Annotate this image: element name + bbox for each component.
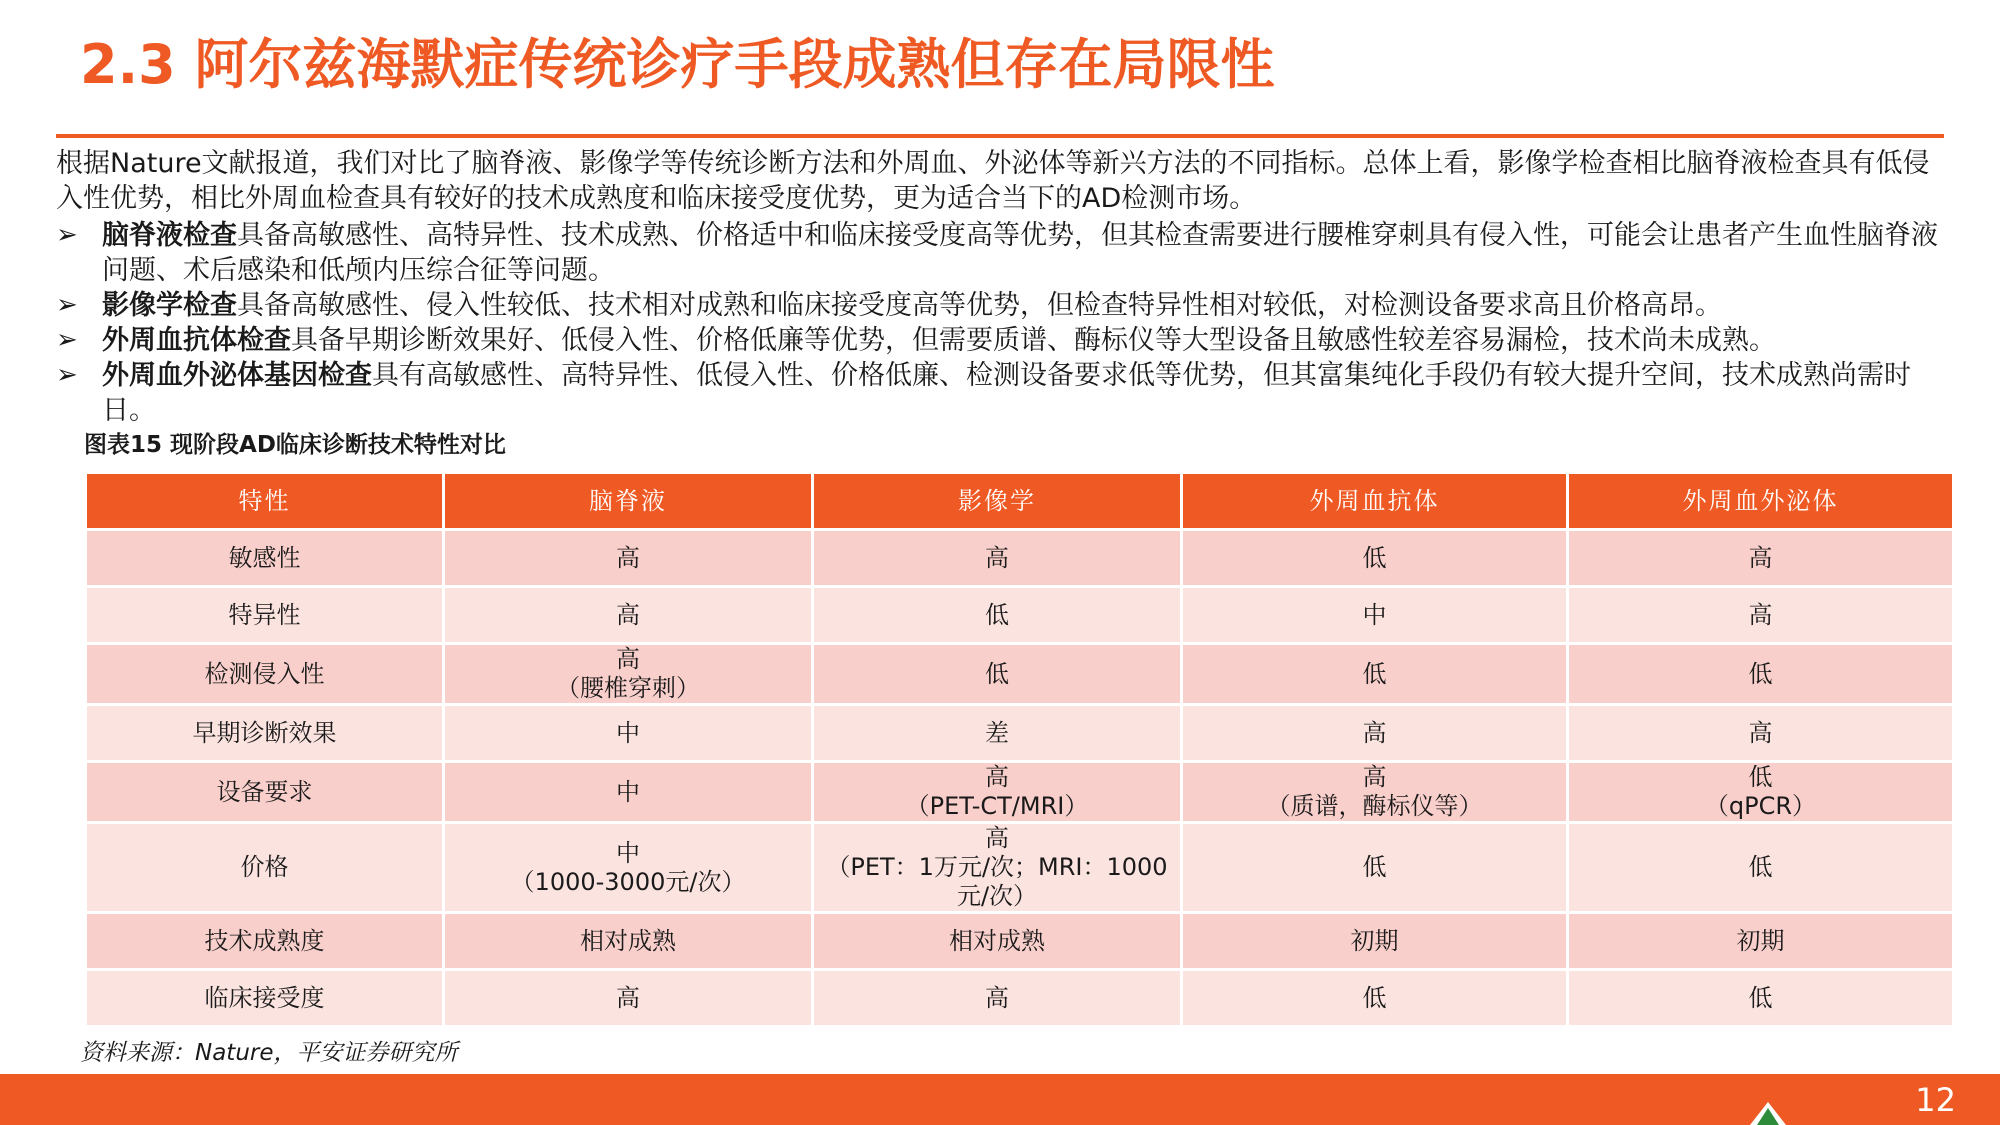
cell-text: 高 [1748,600,1773,629]
cell-text: 高 [1748,543,1773,572]
table-cell [444,530,813,587]
title-divider [56,134,1944,138]
table-cell [444,762,813,823]
table-cell [1568,913,1954,970]
cell-text: （质谱，酶标仪等） [1266,792,1483,820]
bullet-heading: 影像学检查 [102,290,237,321]
source-note: 资料来源：Nature，平安证券研究所 [80,1040,458,1066]
row-label-cell [86,970,444,1027]
cell-text: 差 [985,718,1009,747]
cell-text: 低 [1362,983,1387,1012]
bullet-text: 具有高敏感性、高特异性、低侵入性、价格低廉、检测设备要求低等优势，但其富集纯化手段仍有较大提升空间，技术成熟尚需时日。 [102,360,1911,426]
cell-text: 高 [616,600,640,629]
cell-text: 相对成熟 [949,926,1045,955]
bullet-text: 具备早期诊断效果好、低侵入性、价格低廉等优势，但需要质谱、酶标仪等大型设备且敏感性较差容易漏检，技术尚未成熟。 [291,325,1776,356]
cell-text: 高 [985,763,1009,791]
cell-text: 技术成熟度 [204,926,325,955]
arrow-bullet-icon: ➢ [56,360,78,390]
cell-text: 低 [1362,659,1387,688]
table-cell [444,705,813,762]
cell-text: （腰椎穿刺） [556,674,700,702]
table-cell [1182,587,1568,644]
cell-text: 高 [985,983,1009,1012]
table-cell [1182,823,1568,913]
header-cell: 外周血外泌体 [1568,473,1954,530]
table-cell [444,587,813,644]
cell-text: 价格 [240,853,289,881]
bullet-item-csf [56,218,1944,288]
table-cell [813,644,1182,705]
table-cell [1568,587,1954,644]
row-label-cell [86,823,444,913]
row-label-cell [86,913,444,970]
table-cell [1568,970,1954,1027]
table-row [86,762,1954,823]
comparison-table [84,471,1955,1028]
row-label-cell [86,587,444,644]
cell-text: 低 [1748,853,1773,881]
cell-text: 敏感性 [228,543,301,572]
table-cell [1182,970,1568,1027]
cell-text: 高 [985,824,1009,852]
row-label-cell [86,705,444,762]
table-cell [1182,913,1568,970]
table-cell [1182,530,1568,587]
cell-text: 高 [985,543,1009,572]
header-cell: 特性 [86,473,444,530]
cell-text: 低 [1362,543,1387,572]
cell-text: 初期 [1736,926,1785,955]
cell-text: 低 [985,659,1009,688]
cell-text: 元/次） [956,882,1038,910]
table-header-row [86,473,1954,530]
cell-text: 特异性 [228,600,301,629]
arrow-bullet-icon: ➢ [56,290,78,320]
cell-text: 低 [985,600,1009,629]
table-cell [1568,705,1954,762]
bullet-text: 具备高敏感性、侵入性较低、技术相对成熟和临床接受度高等优势，但检查特异性相对较低，对检测设备要求高且价格高昂。 [237,290,1722,321]
bullet-heading: 外周血外泌体基因检查 [102,360,372,391]
table-cell [444,823,813,913]
table-cell [1182,762,1568,823]
table-row [86,644,1954,705]
table-cell [444,913,813,970]
footer-bar [0,1074,2000,1125]
cell-text: 中 [616,777,640,806]
table-cell [813,762,1182,823]
cell-text: 中 [1362,600,1387,629]
logo-icon [1748,1100,1788,1125]
table-body [86,530,1954,1027]
table-cell [1182,705,1568,762]
cell-text: 高 [616,983,640,1012]
cell-text: 中 [616,718,640,747]
cell-text: 高 [1362,763,1387,791]
table-cell [1568,762,1954,823]
cell-text: 中 [616,838,640,867]
table-row [86,587,1954,644]
cell-text: 高 [616,645,640,673]
table-cell [444,970,813,1027]
bullet-heading: 外周血抗体检查 [102,325,291,356]
bullet-list [56,218,1944,428]
table-cell [813,823,1182,913]
table-row [86,530,1954,587]
bullet-item-imaging [56,288,1944,323]
cell-text: 高 [1362,718,1387,747]
table-cell [813,587,1182,644]
bullet-item-exosome [56,358,1944,428]
header-cell: 影像学 [813,473,1182,530]
header-cell: 外周血抗体 [1182,473,1568,530]
table-cell [1568,644,1954,705]
table-cell [1568,530,1954,587]
table-caption: 图表15 现阶段AD临床诊断技术特性对比 [84,432,506,458]
row-label-cell [86,530,444,587]
cell-text: 低 [1362,853,1387,881]
cell-text: （PET：1万元/次；MRI：1000 [826,853,1168,881]
table-cell [1182,644,1568,705]
page-title: 2.3 阿尔兹海默症传统诊疗手段成熟但存在局限性 [80,33,1275,96]
arrow-bullet-icon: ➢ [56,220,78,250]
bullet-text: 具备高敏感性、高特异性、技术成熟、价格适中和临床接受度高等优势，但其检查需要进行腰椎穿刺具有侵入性，可能会让患者产生血性脑脊液问题、术后感染和低颅内压综合征等问题。 [102,220,1938,286]
table-cell [813,705,1182,762]
cell-text: （qPCR） [1704,792,1817,820]
arrow-bullet-icon: ➢ [56,325,78,355]
cell-text: 低 [1748,763,1773,791]
intro-paragraph: 根据Nature文献报道，我们对比了脑脊液、影像学等传统诊断方法和外周血、外泌体等新兴方法的不同指标。总体上看，影像学检查相比脑脊液检查具有低侵入性优势，相比外周血检查具有较好的技术成熟度和临床接受度优势，更为适合当下的AD检测市场。 [56,148,1930,214]
header-cell: 脑脊液 [444,473,813,530]
cell-text: 临床接受度 [204,983,325,1012]
bullet-item-blood-antibody [56,323,1944,358]
cell-text: 高 [616,543,640,572]
page-number: 12 [1915,1081,1956,1119]
cell-text: 早期诊断效果 [192,718,337,747]
cell-text: （PET-CT/MRI） [905,792,1089,820]
cell-text: 高 [1748,718,1773,747]
cell-text: （1000-3000元/次） [510,867,746,896]
cell-text: 检测侵入性 [204,659,325,688]
cell-text: 低 [1748,983,1773,1012]
table-cell [813,970,1182,1027]
bullet-heading: 脑脊液检查 [102,220,237,251]
table-row [86,823,1954,913]
cell-text: 初期 [1350,926,1399,955]
table-row [86,970,1954,1027]
table-cell [444,644,813,705]
table-row [86,913,1954,970]
cell-text: 低 [1748,659,1773,688]
table-row [86,705,1954,762]
row-label-cell [86,644,444,705]
table-cell [1568,823,1954,913]
cell-text: 设备要求 [216,777,313,806]
row-label-cell [86,762,444,823]
table-cell [813,913,1182,970]
table-cell [813,530,1182,587]
cell-text: 相对成熟 [580,926,676,955]
